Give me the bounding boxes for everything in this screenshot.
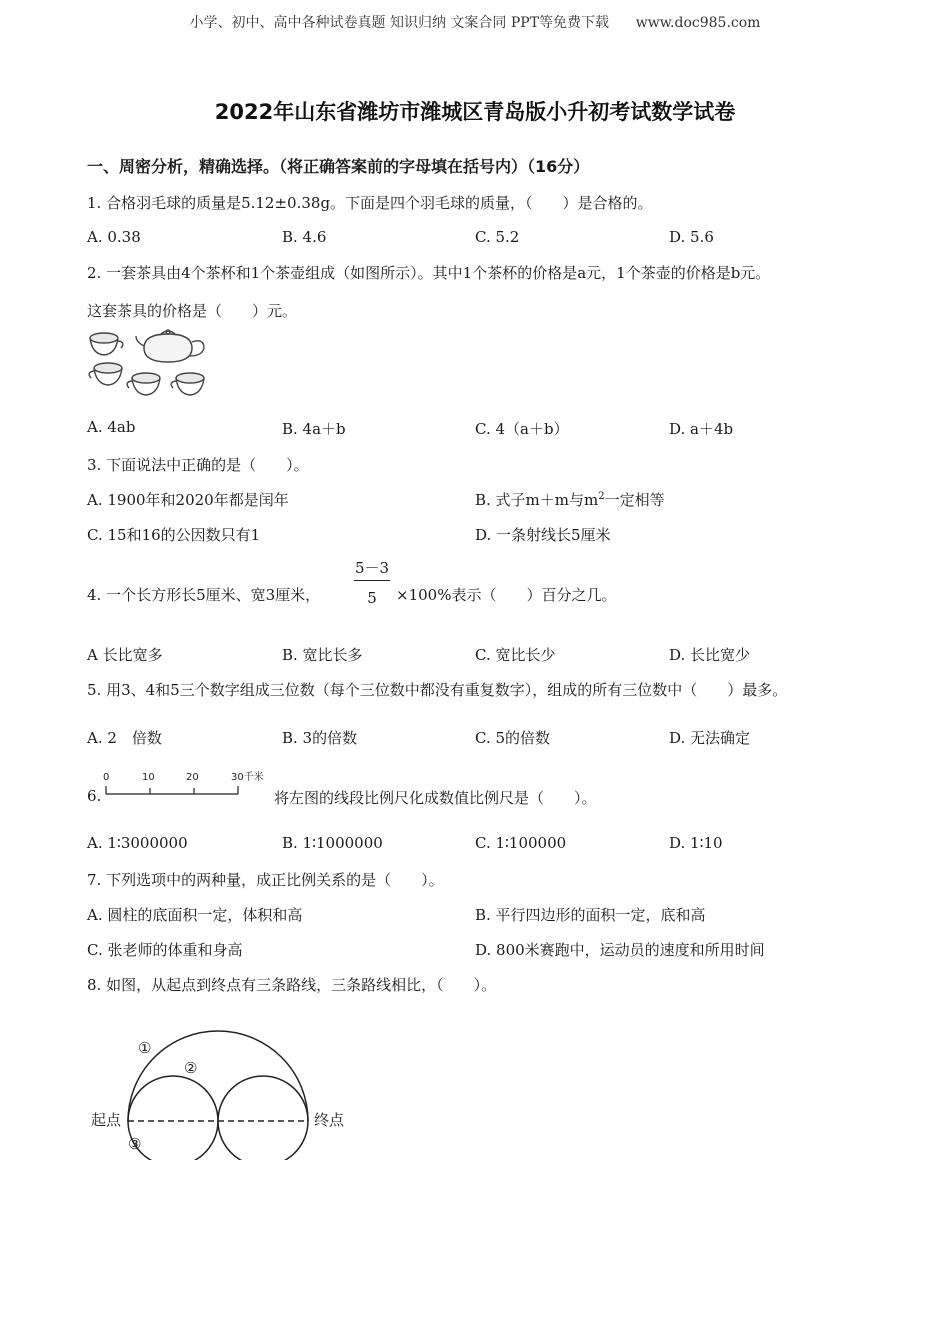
route-2-arc	[218, 1076, 308, 1121]
q3-option-d: D. 一条射线长5厘米	[475, 526, 611, 544]
q3-option-b-tail: 一定相等	[604, 491, 665, 509]
q3-option-a: A. 1900年和2020年都是闰年	[87, 491, 289, 509]
question-5-stem: 5. 用3、4和5三个数字组成三位数（每个三位数中都没有重复数字），组成的所有三位数中（ ）最多。	[87, 681, 788, 699]
scale-tick-label: 10	[142, 772, 155, 783]
q7-option-b: B. 平行四边形的面积一定，底和高	[475, 906, 706, 924]
question-3-stem: 3. 下面说法中正确的是（ ）。	[87, 456, 309, 474]
q3-option-b	[475, 489, 665, 510]
scale-bar-figure	[100, 768, 275, 802]
section-heading: 一、周密分析，精确选择。（将正确答案前的字母填在括号内）（16分）	[87, 157, 590, 176]
route-2-label: ②	[184, 1059, 198, 1077]
q2-option-d: D. a＋4b	[669, 420, 734, 438]
q2-option-a: A. 4ab	[87, 418, 136, 436]
q6-option-d: D. 1∶10	[669, 834, 723, 852]
q4-option-d: D. 长比宽少	[669, 646, 751, 664]
route-2-arc	[128, 1076, 218, 1121]
page-header	[0, 12, 950, 32]
q6-option-a: A. 1∶3000000	[87, 834, 188, 852]
question-7-stem: 7. 下列选项中的两种量，成正比例关系的是（ ）。	[87, 871, 444, 889]
question-2-stem-line2: 这套茶具的价格是（ ）元。	[87, 302, 298, 320]
q3-option-b-text: B. 式子m＋m与m	[475, 491, 599, 509]
q5-option-a: A. 2 倍数	[87, 729, 162, 747]
q7-option-c: C. 张老师的体重和身高	[87, 941, 243, 959]
q1-option-d: D. 5.6	[669, 228, 714, 246]
q1-option-a: A. 0.38	[87, 228, 141, 246]
q7-option-d: D. 800米赛跑中，运动员的速度和所用时间	[475, 941, 765, 959]
q5-option-c: C. 5的倍数	[475, 729, 551, 747]
q4-option-a: A 长比宽多	[87, 646, 163, 664]
q3-option-b-sup: 2	[598, 491, 605, 502]
scale-tick-label: 0	[103, 772, 110, 783]
scale-tick-label: 30千米	[231, 772, 264, 783]
question-2-stem: 2. 一套茶具由4个茶杯和1个茶壶组成（如图所示）。其中1个茶杯的价格是a元，1个茶壶的价格是b元。	[87, 264, 771, 282]
tea-set-figure	[86, 328, 214, 404]
q4-option-b: B. 宽比长多	[282, 646, 363, 664]
question-8-stem: 8. 如图，从起点到终点有三条路线，三条路线相比，（ ）。	[87, 976, 497, 994]
route-3-label: ③	[128, 1135, 142, 1153]
route-3-arc	[128, 1121, 218, 1160]
question-4-stem-after: ×100%表示（ ）百分之几。	[396, 586, 617, 604]
end-label: 终点	[314, 1111, 345, 1129]
teapot-icon	[136, 330, 204, 362]
question-6-number: 6.	[87, 787, 102, 805]
route-1-arc	[128, 1031, 308, 1121]
q4-option-c: C. 宽比长少	[475, 646, 556, 664]
header-text: 小学、初中、高中各种试卷真题 知识归纳 文案合同 PPT等免费下载	[189, 15, 610, 31]
q3-option-c: C. 15和16的公因数只有1	[87, 526, 261, 544]
fraction-denominator: 5	[367, 589, 377, 607]
q1-option-c: C. 5.2	[475, 228, 520, 246]
question-1-stem: 1. 合格羽毛球的质量是5.12±0.38g。下面是四个羽毛球的质量，（ ）是合格的。	[87, 194, 653, 212]
routes-figure	[86, 1025, 366, 1160]
teacup-icon	[127, 373, 160, 395]
teacup-icon	[171, 373, 204, 395]
scale-tick-label: 20	[186, 772, 199, 783]
question-6-stem: 将左图的线段比例尺化成数值比例尺是（ ）。	[274, 789, 597, 807]
header-url[interactable]: www.doc985.com	[635, 15, 761, 31]
q7-option-a: A. 圆柱的底面积一定，体积和高	[87, 906, 303, 924]
teacup-icon	[90, 333, 123, 355]
q5-option-b: B. 3的倍数	[282, 729, 358, 747]
fraction	[352, 557, 392, 607]
q2-option-b: B. 4a＋b	[282, 420, 346, 438]
q2-option-c: C. 4（a＋b）	[475, 420, 569, 438]
exam-title: 2022年山东省潍坊市潍城区青岛版小升初考试数学试卷	[214, 100, 736, 124]
fraction-numerator: 5－3	[354, 559, 390, 577]
q6-option-c: C. 1∶100000	[475, 834, 567, 852]
q1-option-b: B. 4.6	[282, 228, 327, 246]
start-label: 起点	[91, 1111, 122, 1129]
question-4-stem-before: 4. 一个长方形长5厘米、宽3厘米，	[87, 586, 321, 604]
route-3-arc	[218, 1121, 308, 1160]
teacup-icon	[89, 363, 122, 385]
q5-option-d: D. 无法确定	[669, 729, 751, 747]
q6-option-b: B. 1∶1000000	[282, 834, 383, 852]
route-1-label: ①	[138, 1039, 152, 1057]
